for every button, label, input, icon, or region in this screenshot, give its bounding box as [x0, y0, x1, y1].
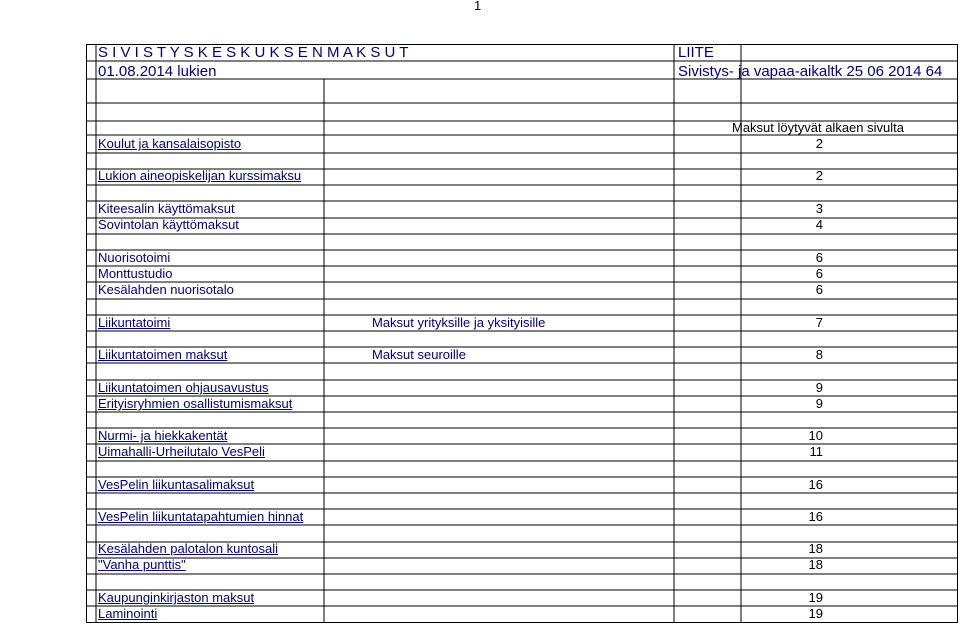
item-page: 2 [815, 136, 823, 151]
item-page: 18 [808, 557, 823, 572]
item-liikuntasali[interactable]: VesPelin liikuntasalimaksut [98, 477, 255, 492]
item-nuorisotoimi: Nuorisotoimi [98, 250, 171, 265]
item-vanha-punttis[interactable]: "Vanha punttis" [98, 557, 186, 572]
item-monttustudio: Monttustudio [98, 266, 173, 281]
item-page: 11 [809, 444, 823, 459]
item-page: 9 [815, 396, 823, 411]
item-page: 4 [815, 217, 823, 232]
item-page: 16 [808, 509, 823, 524]
item-middle-yritykset: Maksut yrityksille ja yksityisille [372, 315, 546, 330]
liite-label: LIITE [678, 44, 714, 61]
effective-date: 01.08.2014 lukien [98, 63, 217, 80]
spreadsheet [86, 44, 958, 623]
item-uimahalli[interactable]: Uimahalli-Urheilutalo VesPeli [98, 444, 265, 459]
item-page: 19 [808, 590, 823, 605]
item-page: 10 [808, 428, 823, 443]
item-nuorisotalo: Kesälahden nuorisotalo [98, 282, 234, 297]
committee-reference: Sivistys- ja vapaa-aikaltk 25 06 2014 64 [678, 63, 943, 80]
item-laminointi[interactable]: Laminointi [98, 606, 158, 621]
item-palotalo[interactable]: Kesälahden palotalon kuntosali [98, 541, 278, 556]
document-title: S I V I S T Y S K E S K U K S E N M A K S U T [98, 44, 409, 61]
item-page: 19 [808, 606, 823, 621]
item-page: 6 [815, 250, 823, 265]
item-page: 6 [815, 266, 823, 281]
item-page: 2 [815, 168, 823, 183]
item-ohjausavustus[interactable]: Liikuntatoimen ohjausavustus [98, 380, 269, 395]
item-page: 18 [808, 541, 823, 556]
page-number: 1 [474, 0, 482, 13]
item-lukio[interactable]: Lukion aineopiskelijan kurssimaksu [98, 168, 302, 183]
pages-heading: Maksut löytyvät alkaen sivulta [732, 120, 904, 135]
item-page: 3 [815, 201, 823, 216]
item-kentat[interactable]: Nurmi- ja hiekkakentät [98, 428, 228, 443]
item-page: 16 [808, 477, 823, 492]
item-liikuntatoimen-maksut[interactable]: Liikuntatoimen maksut [98, 347, 228, 362]
item-kiteesali: Kiteesalin käyttömaksut [98, 201, 235, 216]
item-erityisryhmat[interactable]: Erityisryhmien osallistumismaksut [98, 396, 293, 411]
item-tapahtumat[interactable]: VesPelin liikuntatapahtumien hinnat [98, 509, 304, 524]
item-page: 6 [815, 282, 823, 297]
item-kirjasto[interactable]: Kaupunginkirjaston maksut [98, 590, 255, 605]
item-page: 9 [815, 380, 823, 395]
item-koulut[interactable]: Koulut ja kansalaisopisto [98, 136, 242, 151]
item-page: 7 [815, 315, 823, 330]
item-liikuntatoimi[interactable]: Liikuntatoimi [98, 315, 171, 330]
item-sovintola: Sovintolan käyttömaksut [98, 217, 239, 232]
item-middle-seurat: Maksut seuroille [372, 347, 466, 362]
item-page: 8 [815, 347, 823, 362]
